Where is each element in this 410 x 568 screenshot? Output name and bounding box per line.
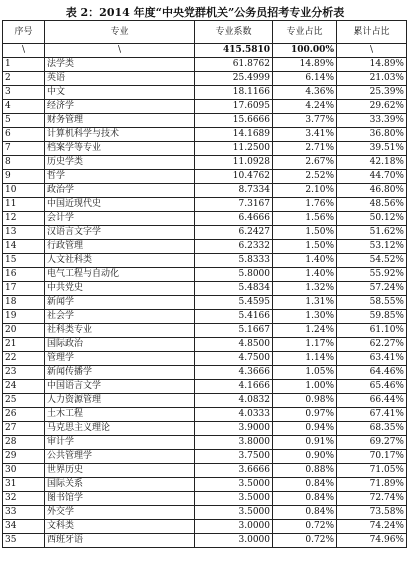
row-coef: 4.0333 — [195, 408, 273, 422]
row-coef: 5.4834 — [195, 282, 273, 296]
row-index: 9 — [3, 170, 45, 184]
row-index: 19 — [3, 310, 45, 324]
row-cumulative: 61.10% — [337, 324, 407, 338]
table-row — [3, 254, 407, 268]
row-major: 土木工程 — [45, 408, 195, 422]
table-row — [3, 534, 407, 548]
row-cumulative: 68.35% — [337, 422, 407, 436]
row-index: 10 — [3, 184, 45, 198]
row-cumulative: 29.62% — [337, 100, 407, 114]
table-row — [3, 310, 407, 324]
row-index: 2 — [3, 72, 45, 86]
row-major: 中国语言文学 — [45, 380, 195, 394]
row-share: 2.71% — [273, 142, 337, 156]
table-body — [3, 44, 407, 548]
row-share: 0.94% — [273, 422, 337, 436]
row-cumulative: 44.70% — [337, 170, 407, 184]
row-index: 1 — [3, 58, 45, 72]
row-cumulative: 59.85% — [337, 310, 407, 324]
row-major: 档案学等专业 — [45, 142, 195, 156]
row-cumulative: 14.89% — [337, 58, 407, 72]
row-share: 6.14% — [273, 72, 337, 86]
row-index: 30 — [3, 464, 45, 478]
row-major: 马克思主义理论 — [45, 422, 195, 436]
row-index: 12 — [3, 212, 45, 226]
row-major: 社会学 — [45, 310, 195, 324]
row-index: 3 — [3, 86, 45, 100]
table-row — [3, 352, 407, 366]
table-row — [3, 240, 407, 254]
table-row — [3, 268, 407, 282]
row-coef: 17.6095 — [195, 100, 273, 114]
row-cumulative: 54.52% — [337, 254, 407, 268]
row-major: 国际关系 — [45, 478, 195, 492]
row-coef: 61.8762 — [195, 58, 273, 72]
row-share: 0.72% — [273, 520, 337, 534]
row-major: 新闻传播学 — [45, 366, 195, 380]
row-major: 图书馆学 — [45, 492, 195, 506]
row-coef: 8.7334 — [195, 184, 273, 198]
table-row — [3, 170, 407, 184]
table-row — [3, 58, 407, 72]
row-coef: 25.4999 — [195, 72, 273, 86]
row-cumulative: 55.92% — [337, 268, 407, 282]
total-index: \ — [3, 44, 45, 58]
row-index: 24 — [3, 380, 45, 394]
row-coef: 6.4666 — [195, 212, 273, 226]
table-row — [3, 198, 407, 212]
row-index: 27 — [3, 422, 45, 436]
row-index: 29 — [3, 450, 45, 464]
row-share: 1.40% — [273, 254, 337, 268]
table-row — [3, 184, 407, 198]
row-index: 8 — [3, 156, 45, 170]
row-index: 13 — [3, 226, 45, 240]
row-major: 世界历史 — [45, 464, 195, 478]
row-coef: 4.0832 — [195, 394, 273, 408]
row-share: 1.76% — [273, 198, 337, 212]
row-major: 外交学 — [45, 506, 195, 520]
row-major: 法学类 — [45, 58, 195, 72]
row-share: 0.84% — [273, 506, 337, 520]
header-cumulative: 累计占比 — [337, 21, 407, 44]
total-row — [3, 44, 407, 58]
row-index: 33 — [3, 506, 45, 520]
row-coef: 6.2427 — [195, 226, 273, 240]
row-cumulative: 70.17% — [337, 450, 407, 464]
row-index: 6 — [3, 128, 45, 142]
table-header-row — [3, 21, 407, 44]
row-share: 1.17% — [273, 338, 337, 352]
table-row — [3, 100, 407, 114]
row-cumulative: 42.18% — [337, 156, 407, 170]
row-cumulative: 25.39% — [337, 86, 407, 100]
row-major: 人力资源管理 — [45, 394, 195, 408]
row-share: 2.10% — [273, 184, 337, 198]
table-row — [3, 408, 407, 422]
table-row — [3, 422, 407, 436]
table-title: 表 2：2014 年度“中央党群机关”公务员招考专业分析表 — [65, 6, 345, 19]
row-index: 7 — [3, 142, 45, 156]
row-cumulative: 46.80% — [337, 184, 407, 198]
row-index: 17 — [3, 282, 45, 296]
row-major: 国际政治 — [45, 338, 195, 352]
table-row — [3, 156, 407, 170]
total-cumulative: \ — [337, 44, 407, 58]
table-row — [3, 86, 407, 100]
row-index: 11 — [3, 198, 45, 212]
row-index: 21 — [3, 338, 45, 352]
row-coef: 3.6666 — [195, 464, 273, 478]
row-major: 英语 — [45, 72, 195, 86]
row-share: 14.89% — [273, 58, 337, 72]
row-share: 1.14% — [273, 352, 337, 366]
row-cumulative: 48.56% — [337, 198, 407, 212]
table-row — [3, 520, 407, 534]
row-cumulative: 58.55% — [337, 296, 407, 310]
row-major: 新闻学 — [45, 296, 195, 310]
row-share: 1.30% — [273, 310, 337, 324]
row-cumulative: 74.96% — [337, 534, 407, 548]
row-major: 西班牙语 — [45, 534, 195, 548]
row-cumulative: 53.12% — [337, 240, 407, 254]
row-cumulative: 39.51% — [337, 142, 407, 156]
row-coef: 5.1667 — [195, 324, 273, 338]
row-share: 1.40% — [273, 268, 337, 282]
row-coef: 5.8333 — [195, 254, 273, 268]
row-share: 4.24% — [273, 100, 337, 114]
row-major: 汉语言文字学 — [45, 226, 195, 240]
row-cumulative: 21.03% — [337, 72, 407, 86]
table-row — [3, 296, 407, 310]
row-cumulative: 67.41% — [337, 408, 407, 422]
header-coef: 专业系数 — [195, 21, 273, 44]
row-coef: 11.2500 — [195, 142, 273, 156]
row-coef: 5.4166 — [195, 310, 273, 324]
row-major: 人文社科类 — [45, 254, 195, 268]
row-index: 20 — [3, 324, 45, 338]
row-coef: 6.2332 — [195, 240, 273, 254]
row-index: 16 — [3, 268, 45, 282]
row-share: 0.84% — [273, 478, 337, 492]
table-row — [3, 450, 407, 464]
row-share: 1.31% — [273, 296, 337, 310]
row-index: 25 — [3, 394, 45, 408]
row-index: 35 — [3, 534, 45, 548]
row-cumulative: 69.27% — [337, 436, 407, 450]
row-index: 4 — [3, 100, 45, 114]
row-coef: 18.1166 — [195, 86, 273, 100]
row-coef: 3.0000 — [195, 520, 273, 534]
row-major: 财务管理 — [45, 114, 195, 128]
row-share: 0.84% — [273, 492, 337, 506]
row-index: 32 — [3, 492, 45, 506]
table-row — [3, 212, 407, 226]
row-coef: 3.9000 — [195, 422, 273, 436]
row-share: 0.72% — [273, 534, 337, 548]
row-cumulative: 51.62% — [337, 226, 407, 240]
table-row — [3, 72, 407, 86]
row-share: 3.77% — [273, 114, 337, 128]
total-major: \ — [45, 44, 195, 58]
header-index: 序号 — [3, 21, 45, 44]
row-share: 0.91% — [273, 436, 337, 450]
row-cumulative: 71.89% — [337, 478, 407, 492]
row-index: 14 — [3, 240, 45, 254]
table-row — [3, 492, 407, 506]
row-cumulative: 72.74% — [337, 492, 407, 506]
row-index: 28 — [3, 436, 45, 450]
header-share: 专业占比 — [273, 21, 337, 44]
row-index: 23 — [3, 366, 45, 380]
major-analysis-table — [2, 20, 407, 548]
row-index: 34 — [3, 520, 45, 534]
table-row — [3, 394, 407, 408]
row-index: 22 — [3, 352, 45, 366]
row-major: 中文 — [45, 86, 195, 100]
row-cumulative: 57.24% — [337, 282, 407, 296]
row-share: 1.05% — [273, 366, 337, 380]
row-major: 会计学 — [45, 212, 195, 226]
row-share: 0.97% — [273, 408, 337, 422]
header-major: 专业 — [45, 21, 195, 44]
row-share: 1.24% — [273, 324, 337, 338]
row-coef: 5.4595 — [195, 296, 273, 310]
table-row — [3, 114, 407, 128]
table-row — [3, 366, 407, 380]
row-cumulative: 65.46% — [337, 380, 407, 394]
row-major: 审计学 — [45, 436, 195, 450]
row-share: 1.00% — [273, 380, 337, 394]
total-share: 100.00% — [273, 44, 337, 58]
row-share: 0.88% — [273, 464, 337, 478]
row-cumulative: 63.41% — [337, 352, 407, 366]
row-coef: 14.1689 — [195, 128, 273, 142]
table-row — [3, 338, 407, 352]
row-coef: 3.0000 — [195, 534, 273, 548]
row-major: 哲学 — [45, 170, 195, 184]
row-coef: 4.8500 — [195, 338, 273, 352]
table-row — [3, 380, 407, 394]
row-cumulative: 64.46% — [337, 366, 407, 380]
row-cumulative: 71.05% — [337, 464, 407, 478]
row-share: 1.32% — [273, 282, 337, 296]
row-major: 政治学 — [45, 184, 195, 198]
row-share: 1.50% — [273, 226, 337, 240]
row-index: 26 — [3, 408, 45, 422]
row-major: 管理学 — [45, 352, 195, 366]
row-coef: 3.5000 — [195, 506, 273, 520]
row-coef: 7.3167 — [195, 198, 273, 212]
row-cumulative: 62.27% — [337, 338, 407, 352]
row-share: 0.98% — [273, 394, 337, 408]
row-share: 2.52% — [273, 170, 337, 184]
row-cumulative: 73.58% — [337, 506, 407, 520]
row-coef: 4.7500 — [195, 352, 273, 366]
row-coef: 10.4762 — [195, 170, 273, 184]
row-major: 计算机科学与技术 — [45, 128, 195, 142]
table-row — [3, 282, 407, 296]
table-row — [3, 142, 407, 156]
table-row — [3, 464, 407, 478]
table-row — [3, 436, 407, 450]
row-coef: 3.5000 — [195, 492, 273, 506]
row-coef: 3.7500 — [195, 450, 273, 464]
row-coef: 5.8000 — [195, 268, 273, 282]
row-coef: 4.1666 — [195, 380, 273, 394]
row-index: 31 — [3, 478, 45, 492]
row-major: 经济学 — [45, 100, 195, 114]
row-share: 1.50% — [273, 240, 337, 254]
row-major: 行政管理 — [45, 240, 195, 254]
total-coef: 415.5810 — [195, 44, 273, 58]
row-index: 15 — [3, 254, 45, 268]
row-coef: 4.3666 — [195, 366, 273, 380]
row-index: 18 — [3, 296, 45, 310]
row-cumulative: 74.24% — [337, 520, 407, 534]
row-coef: 3.5000 — [195, 478, 273, 492]
row-major: 历史学类 — [45, 156, 195, 170]
row-share: 0.90% — [273, 450, 337, 464]
row-cumulative: 36.80% — [337, 128, 407, 142]
row-cumulative: 66.44% — [337, 394, 407, 408]
row-coef: 15.6666 — [195, 114, 273, 128]
row-coef: 11.0928 — [195, 156, 273, 170]
row-share: 3.41% — [273, 128, 337, 142]
table-row — [3, 128, 407, 142]
table-row — [3, 478, 407, 492]
row-major: 中共党史 — [45, 282, 195, 296]
row-major: 电气工程与自动化 — [45, 268, 195, 282]
row-share: 2.67% — [273, 156, 337, 170]
row-major: 文科类 — [45, 520, 195, 534]
table-row — [3, 506, 407, 520]
table-row — [3, 324, 407, 338]
row-cumulative: 50.12% — [337, 212, 407, 226]
row-major: 公共管理学 — [45, 450, 195, 464]
row-share: 1.56% — [273, 212, 337, 226]
row-major: 中国近现代史 — [45, 198, 195, 212]
row-coef: 3.8000 — [195, 436, 273, 450]
row-share: 4.36% — [273, 86, 337, 100]
table-row — [3, 226, 407, 240]
row-major: 社科类专业 — [45, 324, 195, 338]
row-cumulative: 33.39% — [337, 114, 407, 128]
row-index: 5 — [3, 114, 45, 128]
